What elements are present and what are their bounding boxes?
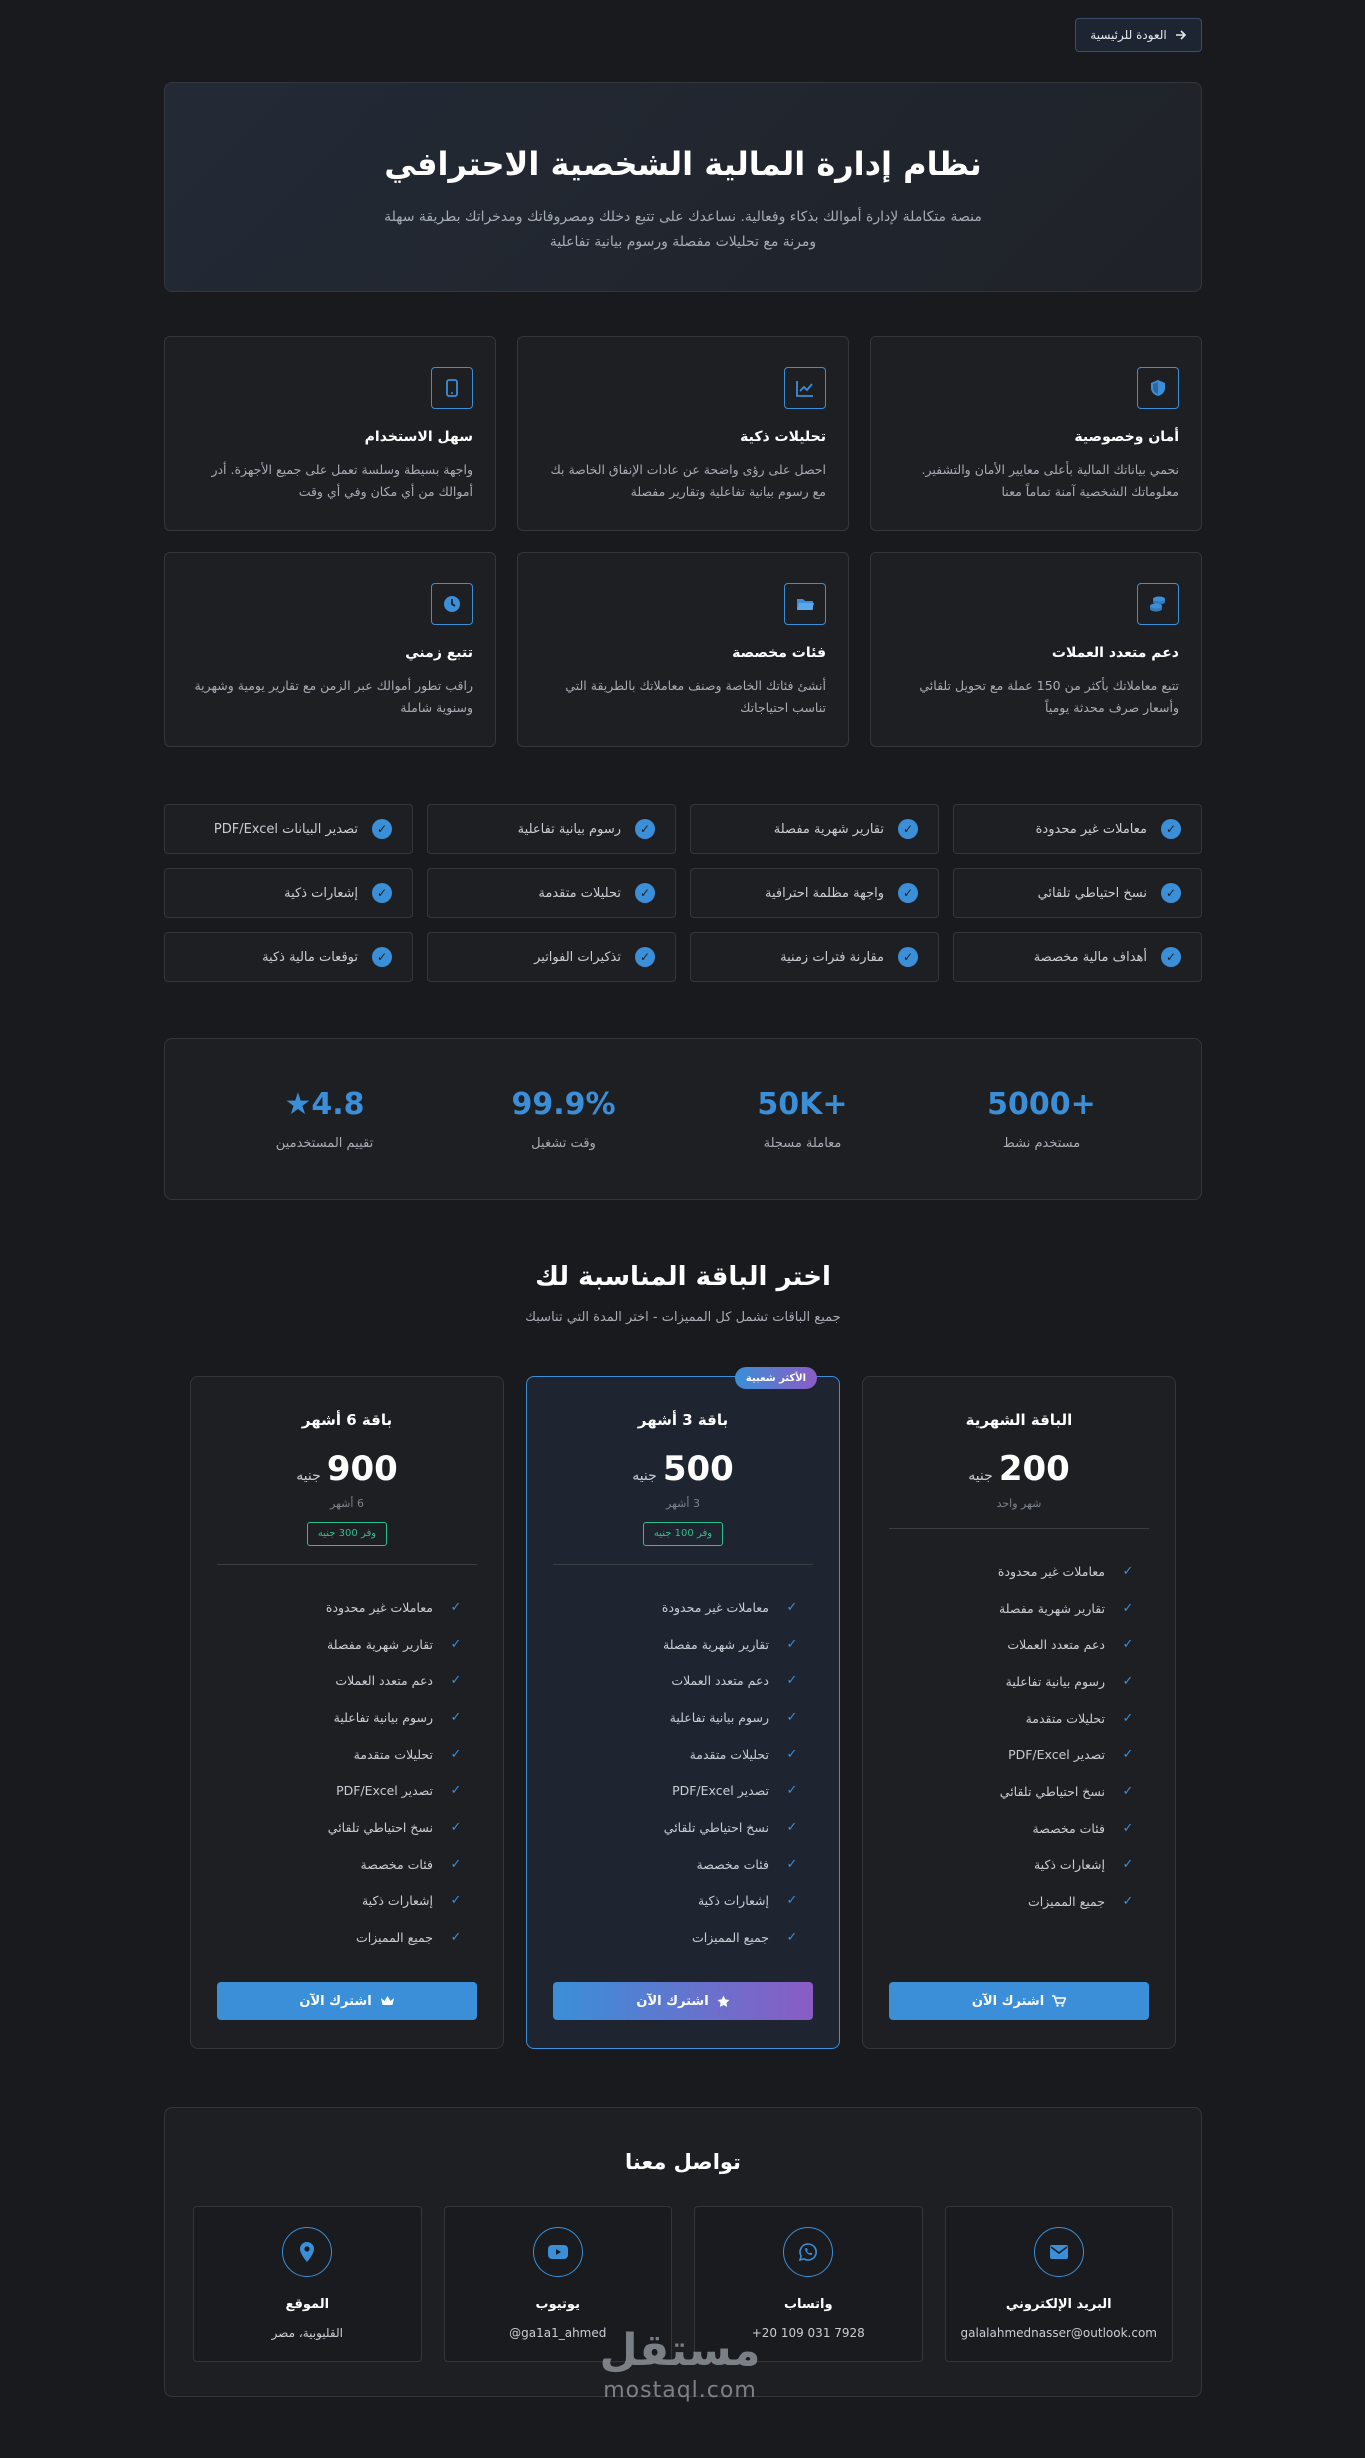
check-icon: ✓ (1122, 1563, 1134, 1579)
plan-feature (863, 1590, 1135, 1627)
contact-title: تواصل معنا (625, 2150, 741, 2174)
check-icon: ✓ (786, 1709, 798, 1725)
savings-badge: وفر 300 جنيه (307, 1522, 387, 1546)
checklist-label: توقعات مالية ذكية (262, 949, 358, 965)
plan-feature (527, 1662, 799, 1699)
check-circle-icon: ✓ (372, 883, 392, 903)
stat-value: +50K (757, 1087, 848, 1122)
hero-subtitle: منصة متكاملة لإدارة أموالك بذكاء وفعالية. نساعدك على تتبع دخلك ومصروفاتك ومدخراتك بطريقة سهلة ومرنة مع تحليلات مفصلة ورسوم بيانية تفاعلية (384, 209, 982, 250)
feature-card (517, 336, 849, 531)
plan-feature-label: نسخ احتياطي تلقائي (663, 1819, 769, 1835)
plan-feature-label: تحليلات متقدمة (689, 1746, 769, 1762)
plan-card-3-months (526, 1372, 840, 2049)
plan-feature (527, 1699, 799, 1736)
check-icon: ✓ (786, 1783, 798, 1799)
plan-feature-label: تقارير شهرية مفصلة (663, 1636, 769, 1652)
contact-card-email[interactable] (945, 2206, 1174, 2362)
savings-badge: وفر 100 جنيه (643, 1522, 723, 1546)
check-icon: ✓ (1122, 1673, 1134, 1689)
stat-item (225, 1087, 425, 1151)
check-icon: ✓ (786, 1856, 798, 1872)
feature-card (517, 552, 849, 747)
check-icon: ✓ (786, 1636, 798, 1652)
check-circle-icon: ✓ (372, 819, 392, 839)
plan-feature (863, 1553, 1135, 1590)
checklist-item (164, 804, 413, 854)
plan-price-currency: جنيه (632, 1468, 657, 1484)
plan-feature (527, 1846, 799, 1883)
plan-price (191, 1449, 503, 1489)
check-icon: ✓ (450, 1746, 462, 1762)
whatsapp-icon (783, 2227, 833, 2277)
feature-title: تتبع زمني (405, 645, 473, 661)
feature-card (870, 552, 1202, 747)
check-icon: ✓ (786, 1599, 798, 1615)
folder-icon (784, 583, 826, 625)
plan-feature (527, 1883, 799, 1920)
plan-price-currency: جنيه (968, 1468, 993, 1484)
stat-value: 4.8★ (284, 1087, 365, 1122)
plan-price (863, 1449, 1175, 1489)
subscribe-button[interactable] (553, 1982, 813, 2020)
check-icon: ✓ (1122, 1710, 1134, 1726)
envelope-icon (1034, 2227, 1084, 2277)
plan-price (527, 1449, 839, 1489)
check-icon: ✓ (450, 1709, 462, 1725)
plan-feature (527, 1772, 799, 1809)
plan-name: باقة 3 أشهر (637, 1411, 729, 1429)
plan-feature (191, 1736, 463, 1773)
plan-feature (191, 1589, 463, 1626)
plan-feature-label: دعم متعدد العملات (335, 1673, 433, 1689)
stat-label: مستخدم نشط (1002, 1136, 1081, 1151)
check-icon: ✓ (450, 1673, 462, 1689)
check-icon: ✓ (450, 1599, 462, 1615)
feature-desc: واجهة بسيطة وسلسة تعمل على جميع الأجهزة. أدر أموالك من أي مكان وفي أي وقت (211, 462, 473, 499)
check-icon: ✓ (450, 1856, 462, 1872)
check-circle-icon: ✓ (1161, 819, 1181, 839)
checklist-label: مقارنة فترات زمنية (780, 949, 884, 965)
plan-feature (191, 1883, 463, 1920)
check-icon: ✓ (786, 1819, 798, 1835)
stat-label: تقييم المستخدمين (275, 1136, 374, 1151)
plan-feature-label: إشعارات ذكية (697, 1893, 769, 1909)
plan-feature-label: جميع المميزات (356, 1930, 433, 1946)
check-icon: ✓ (1122, 1747, 1134, 1763)
plan-feature-label: فئات مخصصة (360, 1856, 433, 1872)
stats-bar (164, 1038, 1202, 1200)
contact-value: @ga1a1_ahmed (509, 2326, 607, 2340)
checklist-label: تقارير شهرية مفصلة (773, 821, 884, 837)
plan-feature (191, 1846, 463, 1883)
feature-desc: أنشئ فئاتك الخاصة وصنف معاملاتك بالطريقة التي تناسب احتياجاتك (565, 678, 826, 715)
check-circle-icon: ✓ (1161, 947, 1181, 967)
check-circle-icon: ✓ (1161, 883, 1181, 903)
subscribe-label: اشترك الآن (636, 1993, 709, 2009)
star-icon (717, 1995, 730, 2008)
plan-feature-label: نسخ احتياطي تلقائي (999, 1783, 1105, 1799)
contact-value: +20 109 031 7928 (751, 2326, 865, 2340)
plan-period: 3 أشهر (666, 1497, 700, 1510)
check-icon: ✓ (450, 1636, 462, 1652)
contact-label: يوتيوب (535, 2297, 580, 2312)
checklist-label: تحليلات متقدمة (538, 885, 621, 901)
checklist-label: إشعارات ذكية (284, 885, 358, 901)
plan-price-amount: 900 (326, 1449, 398, 1489)
plan-feature-label: تقارير شهرية مفصلة (999, 1600, 1105, 1616)
plan-feature-label: معاملات غير محدودة (661, 1599, 769, 1615)
chart-line-icon (784, 367, 826, 409)
feature-desc: نحمي بياناتك المالية بأعلى معايير الأمان والتشفير. معلوماتك الشخصية آمنة تماماً معنا (921, 462, 1179, 499)
check-circle-icon: ✓ (635, 883, 655, 903)
check-icon: ✓ (1122, 1783, 1134, 1799)
checklist-label: أهداف مالية مخصصة (1033, 949, 1147, 965)
plan-feature-label: دعم متعدد العملات (1007, 1637, 1105, 1653)
back-home-label: العودة للرئيسية (1090, 28, 1167, 42)
feature-desc: احصل على رؤى واضحة عن عادات الإنفاق الخاصة بك مع رسوم بيانية تفاعلية وتقارير مفصلة (550, 462, 826, 499)
feature-desc: تتبع معاملاتك بأكثر من 150 عملة مع تحويل تلقائي وأسعار صرف محدثة يومياً (919, 678, 1179, 715)
plan-feature-label: معاملات غير محدودة (325, 1599, 433, 1615)
check-icon: ✓ (1122, 1637, 1134, 1653)
check-circle-icon: ✓ (635, 947, 655, 967)
plan-feature-label: تصدير PDF/Excel (672, 1783, 769, 1799)
check-icon: ✓ (1122, 1857, 1134, 1873)
checklist-item (164, 932, 413, 982)
pricing-subtitle: جميع الباقات تشمل كل المميزات - اختر المدة التي تناسبك (525, 1310, 841, 1325)
divider (553, 1564, 813, 1565)
plan-feature (863, 1883, 1135, 1920)
plan-feature (863, 1663, 1135, 1700)
subscribe-button[interactable] (889, 1982, 1149, 2020)
feature-card (164, 552, 496, 747)
plan-feature-label: تحليلات متقدمة (353, 1746, 433, 1762)
checklist-item (953, 868, 1202, 918)
plan-feature (863, 1626, 1135, 1663)
pricing-header (164, 1262, 1202, 1325)
feature-title: سهل الاستخدام (364, 429, 473, 445)
contact-label: الموقع (285, 2297, 330, 2312)
checklist-item (690, 932, 939, 982)
check-circle-icon: ✓ (372, 947, 392, 967)
checklist-item (427, 868, 676, 918)
check-icon: ✓ (786, 1673, 798, 1689)
hero-section (164, 82, 1202, 292)
plan-feature-label: فئات مخصصة (696, 1856, 769, 1872)
checklist-label: رسوم بيانية تفاعلية (517, 821, 621, 837)
plan-price-amount: 500 (662, 1449, 734, 1489)
check-icon: ✓ (786, 1893, 798, 1909)
pricing-title: اختر الباقة المناسبة لك (535, 1262, 831, 1292)
plan-feature-label: رسوم بيانية تفاعلية (1005, 1673, 1105, 1689)
check-circle-icon: ✓ (898, 819, 918, 839)
plan-feature-label: معاملات غير محدودة (997, 1563, 1105, 1579)
check-circle-icon: ✓ (898, 883, 918, 903)
plan-feature (863, 1847, 1135, 1884)
feature-desc: راقب تطور أموالك عبر الزمن مع تقارير يومية وشهرية وسنوية شاملة (194, 678, 473, 715)
plan-feature-label: تحليلات متقدمة (1025, 1710, 1105, 1726)
plan-feature-label: إشعارات ذكية (361, 1893, 433, 1909)
plan-feature-label: فئات مخصصة (1032, 1820, 1105, 1836)
plan-feature-list (191, 1589, 463, 1956)
plan-name: باقة 6 أشهر (301, 1411, 393, 1429)
stat-value: 99.9% (511, 1087, 616, 1122)
check-icon: ✓ (1122, 1600, 1134, 1616)
contact-label: البريد الإلكتروني (1005, 2297, 1112, 2312)
plan-feature (191, 1809, 463, 1846)
contact-value: القليوبية، مصر (271, 2326, 343, 2340)
check-icon: ✓ (786, 1930, 798, 1946)
check-icon: ✓ (1122, 1820, 1134, 1836)
checklist-label: تصدير البيانات PDF/Excel (213, 821, 358, 837)
plan-feature (863, 1700, 1135, 1737)
plan-feature (191, 1699, 463, 1736)
check-icon: ✓ (786, 1746, 798, 1762)
feature-title: تحليلات ذكية (740, 429, 826, 445)
plan-feature (527, 1919, 799, 1956)
features-grid (164, 336, 1202, 747)
subscribe-label: اشترك الآن (971, 1993, 1045, 2009)
plan-card-monthly (862, 1376, 1176, 2049)
mobile-icon (431, 367, 473, 409)
plan-feature-list (527, 1589, 799, 1956)
check-icon: ✓ (1122, 1894, 1134, 1910)
checklist-label: نسخ احتياطي تلقائي (1037, 885, 1147, 901)
plan-period: شهر واحد (996, 1497, 1042, 1510)
plan-card-6-months (190, 1376, 504, 2049)
shield-icon (1137, 367, 1179, 409)
contact-label: واتساب (783, 2297, 833, 2312)
plan-feature (863, 1810, 1135, 1847)
page-title: نظام إدارة المالية الشخصية الاحترافي (384, 145, 982, 183)
check-icon: ✓ (450, 1930, 462, 1946)
checklist-item (690, 868, 939, 918)
check-icon: ✓ (450, 1819, 462, 1835)
feature-title: فئات مخصصة (732, 645, 826, 661)
checklist-item (427, 804, 676, 854)
crown-icon (380, 1995, 395, 2007)
plan-feature (191, 1662, 463, 1699)
stat-label: معاملة مسجلة (763, 1136, 842, 1151)
plan-feature (527, 1809, 799, 1846)
check-icon: ✓ (450, 1893, 462, 1909)
checklist-item (953, 932, 1202, 982)
plan-feature-label: تصدير PDF/Excel (336, 1783, 433, 1799)
divider (889, 1528, 1149, 1529)
checklist-label: واجهة مظلمة احترافية (764, 885, 884, 901)
checklist-item (953, 804, 1202, 854)
plan-feature-label: نسخ احتياطي تلقائي (327, 1819, 433, 1835)
subscribe-button[interactable] (217, 1982, 477, 2020)
feature-checklist (164, 804, 1202, 982)
plan-feature-label: رسوم بيانية تفاعلية (669, 1709, 769, 1725)
coins-icon (1137, 583, 1179, 625)
back-home-button[interactable] (1075, 18, 1202, 52)
mostaql-watermark (580, 2324, 780, 2403)
plan-feature (191, 1919, 463, 1956)
feature-title: دعم متعدد العملات (1051, 645, 1179, 661)
plan-feature-label: رسوم بيانية تفاعلية (333, 1709, 433, 1725)
plan-feature-label: دعم متعدد العملات (671, 1673, 769, 1689)
arrow-right-icon (1175, 29, 1187, 41)
feature-card (870, 336, 1202, 531)
plan-feature (863, 1736, 1135, 1773)
checklist-item (164, 868, 413, 918)
plan-feature-label: جميع المميزات (692, 1930, 769, 1946)
clock-icon (431, 583, 473, 625)
contact-value: galalahmednasser@outlook.com (960, 2326, 1157, 2340)
plan-feature-list (863, 1553, 1135, 1920)
watermark-latin: mostaql.com (603, 2378, 757, 2403)
checklist-item (427, 932, 676, 982)
popular-badge: الأكثر شعبية (735, 1367, 817, 1389)
checklist-item (690, 804, 939, 854)
plan-price-currency: جنيه (296, 1468, 321, 1484)
checklist-label: معاملات غير محدودة (1035, 821, 1147, 837)
check-circle-icon: ✓ (635, 819, 655, 839)
plan-feature (527, 1589, 799, 1626)
stat-item (942, 1087, 1142, 1151)
plan-feature (863, 1773, 1135, 1810)
plan-name: الباقة الشهرية (965, 1411, 1073, 1429)
plan-period: 6 أشهر (330, 1497, 364, 1510)
plan-price-amount: 200 (998, 1449, 1070, 1489)
youtube-icon (533, 2227, 583, 2277)
plan-feature-label: تصدير PDF/Excel (1008, 1747, 1105, 1763)
plan-feature-label: جميع المميزات (1028, 1894, 1105, 1910)
checklist-label: تذكيرات الفواتير (534, 949, 621, 965)
check-icon: ✓ (450, 1783, 462, 1799)
plan-feature-label: تقارير شهرية مفصلة (327, 1636, 433, 1652)
check-circle-icon: ✓ (898, 947, 918, 967)
plan-feature-label: إشعارات ذكية (1033, 1857, 1105, 1873)
divider (217, 1564, 477, 1565)
watermark-arabic: مستقل (599, 2325, 761, 2376)
plan-feature (191, 1772, 463, 1809)
cart-icon (1052, 1995, 1066, 2007)
stat-item (703, 1087, 903, 1151)
stat-item (464, 1087, 664, 1151)
stat-label: وقت تشغيل (531, 1136, 596, 1151)
stat-value: +5000 (987, 1087, 1096, 1122)
plan-feature (527, 1626, 799, 1663)
location-icon (282, 2227, 332, 2277)
feature-title: أمان وخصوصية (1074, 429, 1179, 445)
plan-feature (527, 1736, 799, 1773)
feature-card (164, 336, 496, 531)
plan-feature (191, 1626, 463, 1663)
subscribe-label: اشترك الآن (299, 1993, 372, 2009)
contact-card-location[interactable] (193, 2206, 422, 2362)
